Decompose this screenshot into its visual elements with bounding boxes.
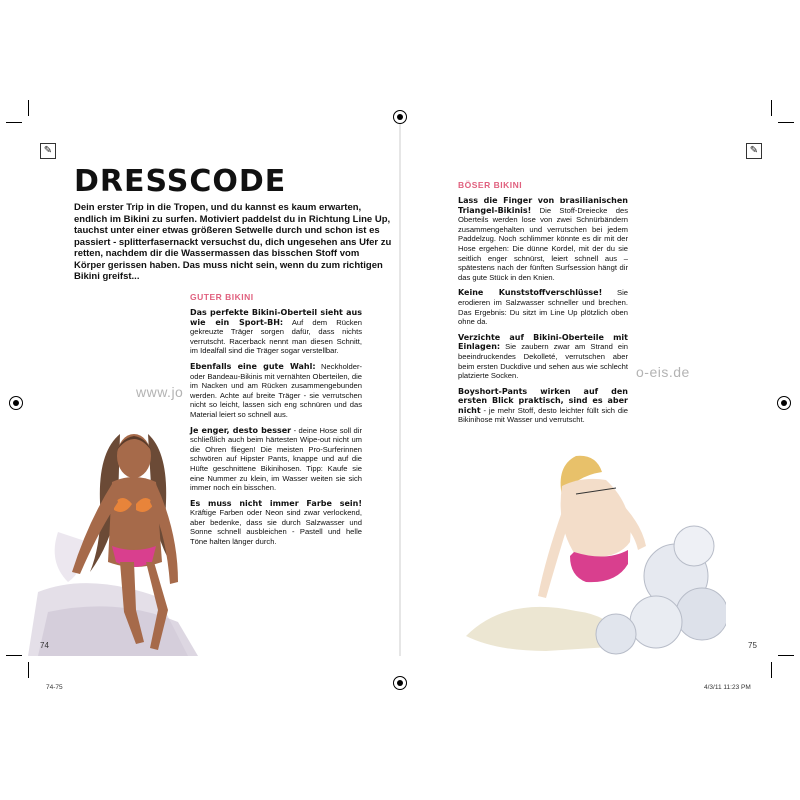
surfer-icon: ✎ <box>40 143 56 159</box>
crop-mark <box>771 100 772 116</box>
page-number: 75 <box>748 641 757 650</box>
paragraph: Boyshort-Pants wirken auf den ersten Blick praktisch, sind es aber nicht - je mehr Stoff, desto leichter füllt sich die Bikinihose mit Wasser und verrutscht. <box>458 386 628 425</box>
boeser-bikini-column <box>458 196 628 431</box>
book-spread <box>28 122 772 656</box>
crop-mark <box>28 662 29 678</box>
section-title-guter-bikini: GUTER BIKINI <box>190 292 254 302</box>
surfer-icon: ✎ <box>746 143 762 159</box>
crop-mark <box>771 662 772 678</box>
paragraph: Keine Kunststoffverschlüsse! Sie erodieren im Salzwasser schneller und brechen. Das Ergebnis: Du sitzt im Line Up plötzlich oben ohne da. <box>458 288 628 327</box>
crop-mark <box>28 100 29 116</box>
surfer-illustration-left <box>28 422 268 656</box>
paragraph: Ebenfalls eine gute Wahl: Neckholder- oder Bandeau-Bikinis mit vernähten Oberteilen, die im Nacken und am Rücken zusammengebunden werden. Achte auf breite Träger - sie verrutschen nicht so leicht, lassen sich eng schnüren und das Material leiert so schnell aus. <box>190 361 362 419</box>
intro-text: Dein erster Trip in die Tropen, und du kannst es kaum erwarten, endlich im Bikini zu surfen. Motiviert paddelst du in Richtung Line Up, tauchst unter einer etwas größeren Setwelle durch und schon ist es passiert - splitterfasernackt versuchst du, dich ungesehen ans Ufer zu retten, nachdem dir die Wassermassen das bisschen Stoff vom Körper gerissen haben. Das muss nicht sein, wenn du zum richtigen Bikini greifst... <box>74 202 392 282</box>
right-page <box>400 122 772 656</box>
paragraph: Verzichte auf Bikini-Oberteile mit Einlagen: Sie zaubern zwar am Strand ein beeindruckendes Dekolleté, verrutschen aber beim ersten Duckdive und sehen aus wie schlecht platzierte Socken. <box>458 332 628 381</box>
crop-mark <box>6 655 22 656</box>
page-number: 74 <box>40 641 49 650</box>
registration-mark <box>393 110 407 124</box>
left-page <box>28 122 400 656</box>
watermark: www.jo <box>136 384 184 400</box>
registration-mark <box>9 396 23 410</box>
paragraph: Je enger, desto besser - deine Hose soll dir schließlich auch beim härtesten Wipe-out nicht um die Ohren fliegen! Die meisten Pro-Surferinnen schwören auf Hipster Pants, knappe und auf die Hüfte geschnittene Bikinihosen. Tipp: Kaufe sie eine Nummer zu klein, im Wasser weiten sie sich immer noch ein bisschen. <box>190 425 362 493</box>
slug-left: 74-75 <box>46 684 63 691</box>
crop-mark <box>778 655 794 656</box>
registration-mark <box>393 676 407 690</box>
page-title: DRESSCODE <box>74 164 287 199</box>
paragraph: Das perfekte Bikini-Oberteil sieht aus wie ein Sport-BH: Auf dem Rücken gekreuzte Träger sorgen dafür, dass nichts verrutscht. Racerback nennt man diesen Schnitt, im Idealfall sind die Träger sogar verstellbar. <box>190 308 363 356</box>
surfer-illustration-right <box>466 446 726 656</box>
paragraph: Es muss nicht immer Farbe sein! Kräftige Farben oder Neon sind zwar verlockend, aber bedenke, dass sie durch Salzwasser und Sonne schnell ausbleichen - Pastell und helle Töne halten länger durch. <box>190 498 362 547</box>
paragraph: Lass die Finger von brasilianischen Triangel-Bikinis! Die Stoff-Dreiecke des Oberteils werden lose von zwei Schnürbändern zusammengehalten und verrutschen bei jedem Paddelzug. Noch schlimmer könnte es dir mit der Hose ergehen: Die dünne Kordel, mit der du sie seitlich enger schnürst, leiert schnell aus – spätestens nach der fünften Surfsession hängt dir das gute Stück in den Knien. <box>458 196 628 282</box>
registration-mark <box>777 396 791 410</box>
crop-mark <box>778 122 794 123</box>
watermark: o-eis.de <box>636 364 690 380</box>
slug-right: 4/3/11 11:23 PM <box>704 684 751 691</box>
crop-mark <box>6 122 22 123</box>
section-title-boeser-bikini: BÖSER BIKINI <box>458 180 523 190</box>
